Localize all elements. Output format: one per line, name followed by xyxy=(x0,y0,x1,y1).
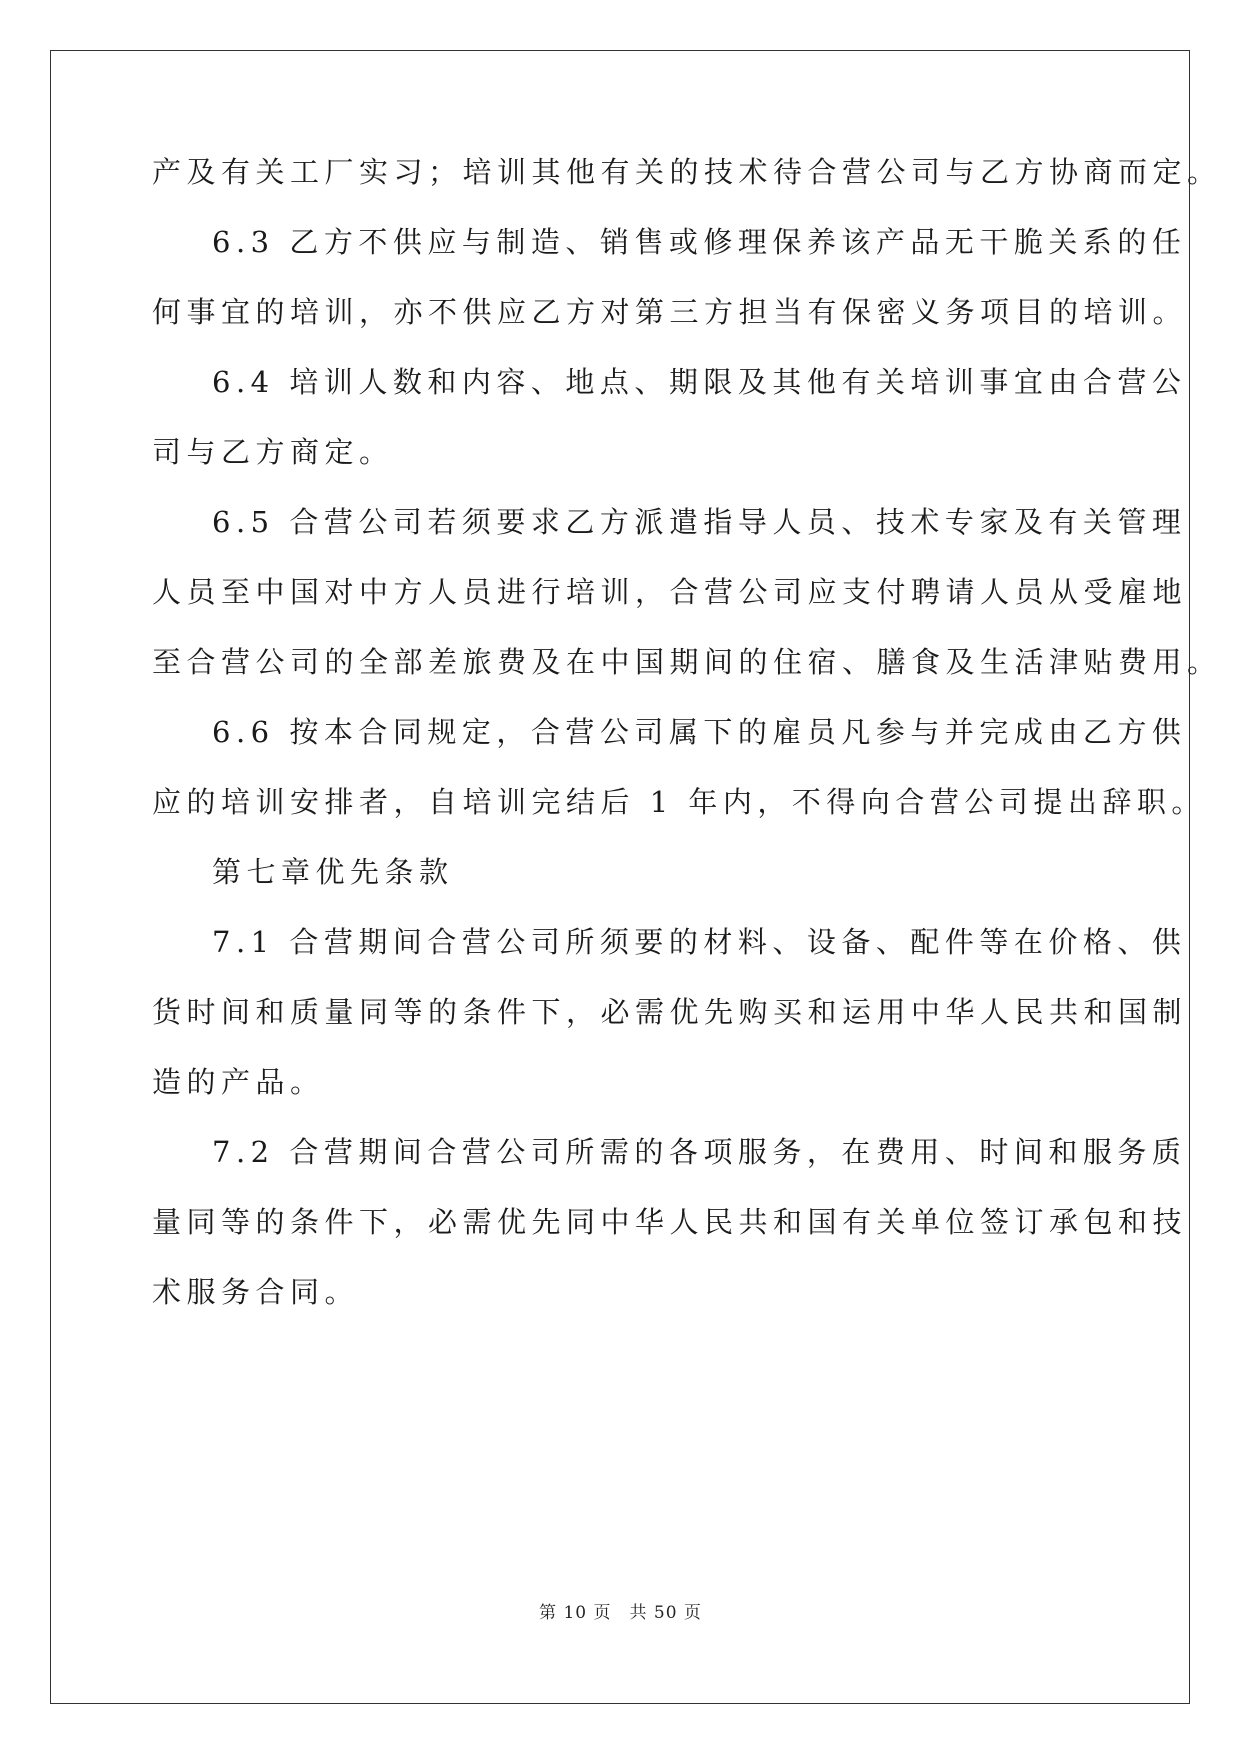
text-line: 造的产品。 xyxy=(152,1065,325,1099)
chapter-heading: 第七章优先条款 xyxy=(212,855,454,889)
text-line: 人员至中国对中方人员进行培训，合营公司应支付聘请人员从受雇地 xyxy=(152,575,1188,609)
text-line: 应的培训安排者，自培训完结后 1 年内，不得向合营公司提出辞职。 xyxy=(152,785,1206,819)
clause-6-6-line: 6.6 按本合同规定，合营公司属下的雇员凡参与并完成由乙方供 xyxy=(212,715,1187,749)
clause-6-4-line: 6.4 培训人数和内容、地点、期限及其他有关培训事宜由合营公 xyxy=(212,365,1187,399)
clause-6-3-line: 6.3 乙方不供应与制造、销售或修理保养该产品无干脆关系的任 xyxy=(212,225,1187,259)
clause-7-1-line: 7.1 合营期间合营公司所须要的材料、设备、配件等在价格、供 xyxy=(212,925,1187,959)
text-line: 产及有关工厂实习；培训其他有关的技术待合营公司与乙方协商而定。 xyxy=(152,155,1222,189)
text-line: 何事宜的培训，亦不供应乙方对第三方担当有保密义务项目的培训。 xyxy=(152,295,1188,329)
text-line: 量同等的条件下，必需优先同中华人民共和国有关单位签订承包和技 xyxy=(152,1205,1188,1239)
text-line: 货时间和质量同等的条件下，必需优先购买和运用中华人民共和国制 xyxy=(152,995,1188,1029)
clause-7-2-line: 7.2 合营期间合营公司所需的各项服务，在费用、时间和服务质 xyxy=(212,1135,1187,1169)
text-line: 至合营公司的全部差旅费及在中国期间的住宿、膳食及生活津贴费用。 xyxy=(152,645,1222,679)
text-line: 司与乙方商定。 xyxy=(152,435,394,469)
clause-6-5-line: 6.5 合营公司若须要求乙方派遣指导人员、技术专家及有关管理 xyxy=(212,505,1187,539)
text-line: 术服务合同。 xyxy=(152,1275,360,1309)
page-number: 第 10 页 共 50 页 xyxy=(539,1603,702,1623)
